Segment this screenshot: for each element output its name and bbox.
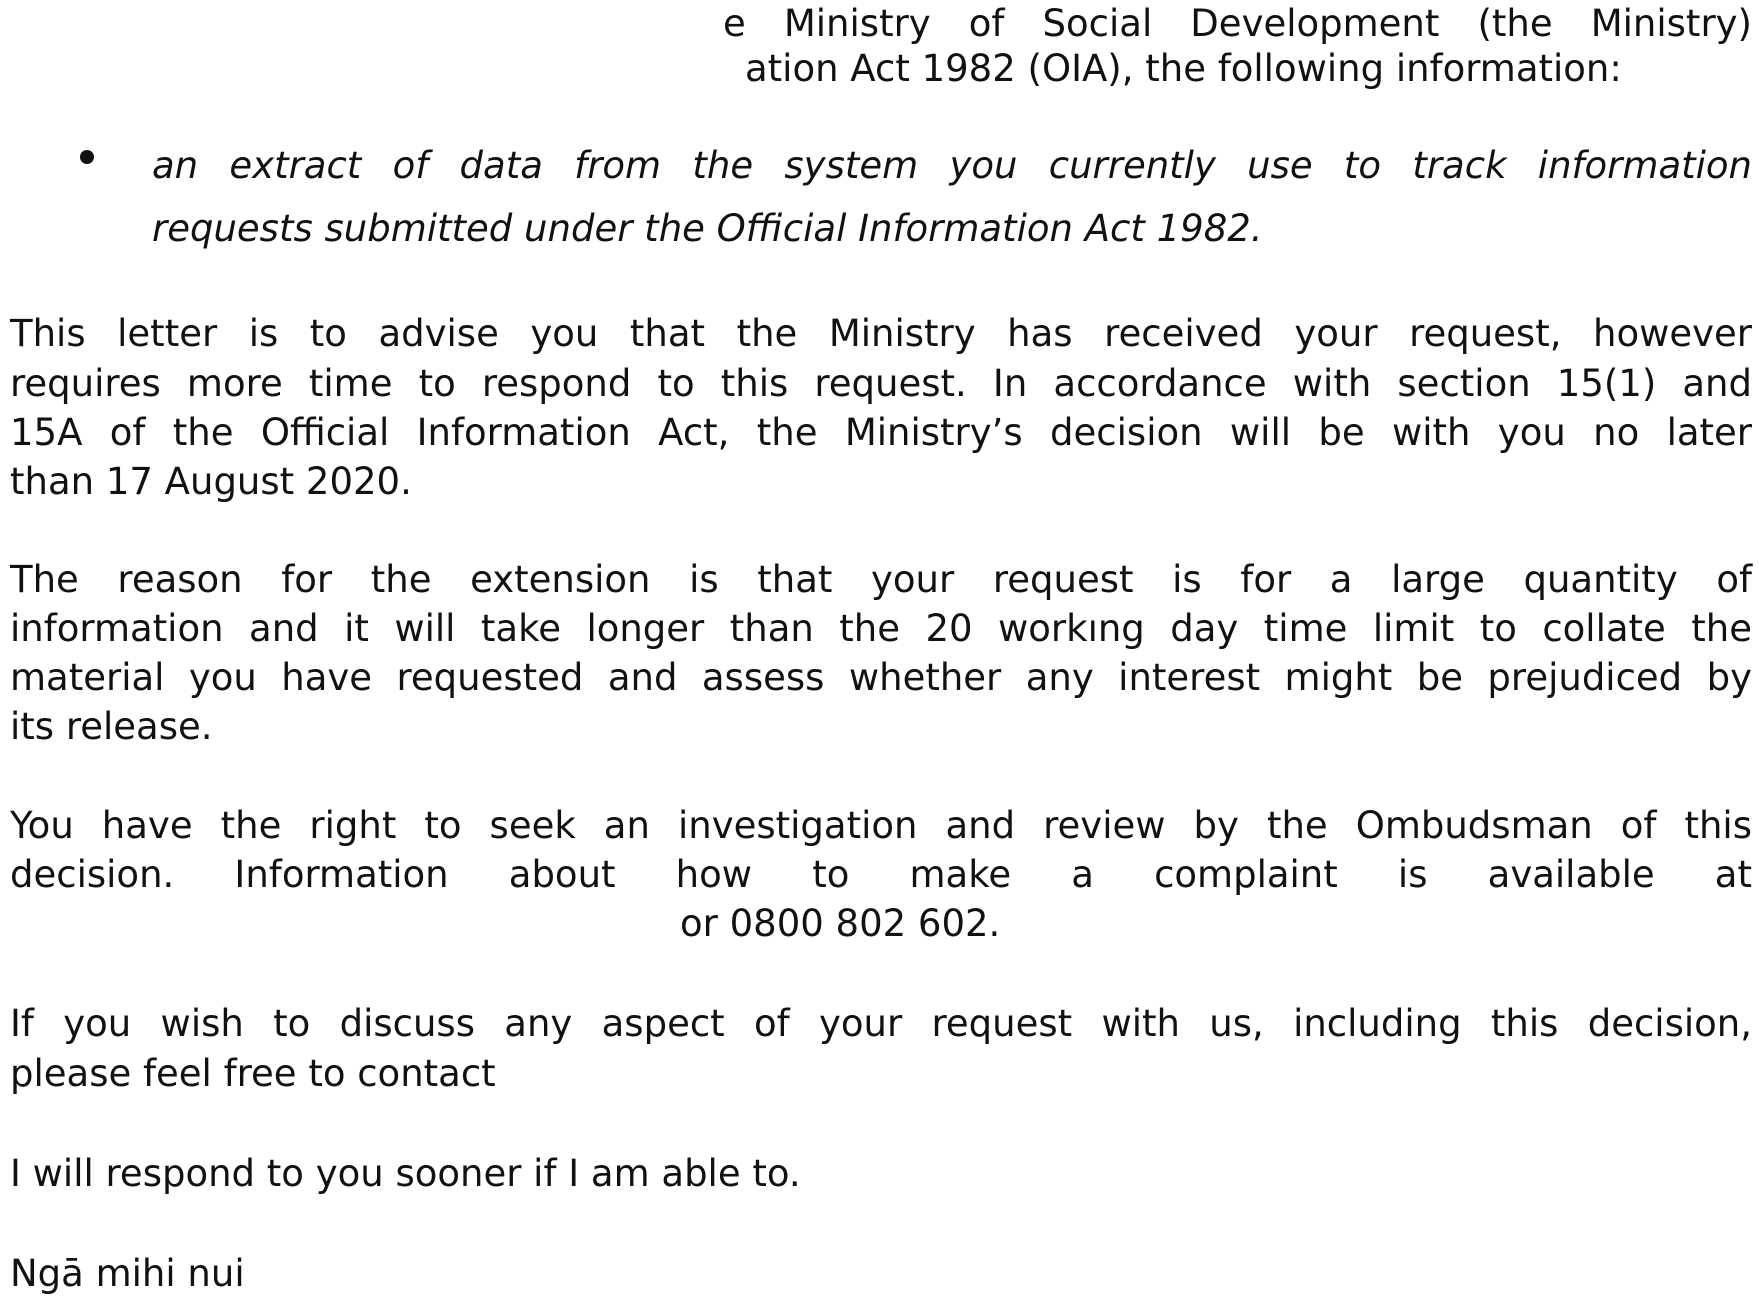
paragraph-line: requires more time to respond to this request. In accordance with section 15(1) and xyxy=(10,362,1752,405)
paragraph-line: its release. xyxy=(10,705,213,748)
paragraph-line: material you have requested and assess whether any interest might be prejudiced by xyxy=(10,656,1752,699)
paragraph-line: 15A of the Official Information Act, the Ministry’s decision will be with you no later xyxy=(10,411,1752,454)
request-item-line-1: an extract of data from the system you currently use to track information xyxy=(152,144,1752,187)
intro-line-1: e Ministry of Social Development (the Ministry) xyxy=(723,2,1752,45)
paragraph-line: If you wish to discuss any aspect of your request with us, including this decision, xyxy=(10,1002,1752,1045)
paragraph-line: or 0800 802 602. xyxy=(680,902,1001,945)
paragraph-line: This letter is to advise you that the Ministry has received your request, however xyxy=(10,312,1752,355)
paragraph-line: information and it will take longer than the 20 workıng day time limit to collate the xyxy=(10,607,1752,650)
intro-line-2: ation Act 1982 (OIA), the following information: xyxy=(745,47,1622,90)
respond-sooner-line: I will respond to you sooner if I am able to. xyxy=(10,1152,801,1195)
request-item-line-2: requests submitted under the Official Information Act 1982. xyxy=(152,207,1263,250)
paragraph-line: than 17 August 2020. xyxy=(10,460,412,503)
signoff: Ngā mihi nui xyxy=(10,1252,245,1295)
bullet-icon xyxy=(80,150,94,164)
paragraph-line: decision. Information about how to make a complaint is available at xyxy=(10,853,1752,896)
paragraph-line: please feel free to contact xyxy=(10,1052,496,1095)
paragraph-line: You have the right to seek an investigation and review by the Ombudsman of this xyxy=(10,804,1752,847)
paragraph-line: The reason for the extension is that your request is for a large quantity of xyxy=(10,558,1752,601)
